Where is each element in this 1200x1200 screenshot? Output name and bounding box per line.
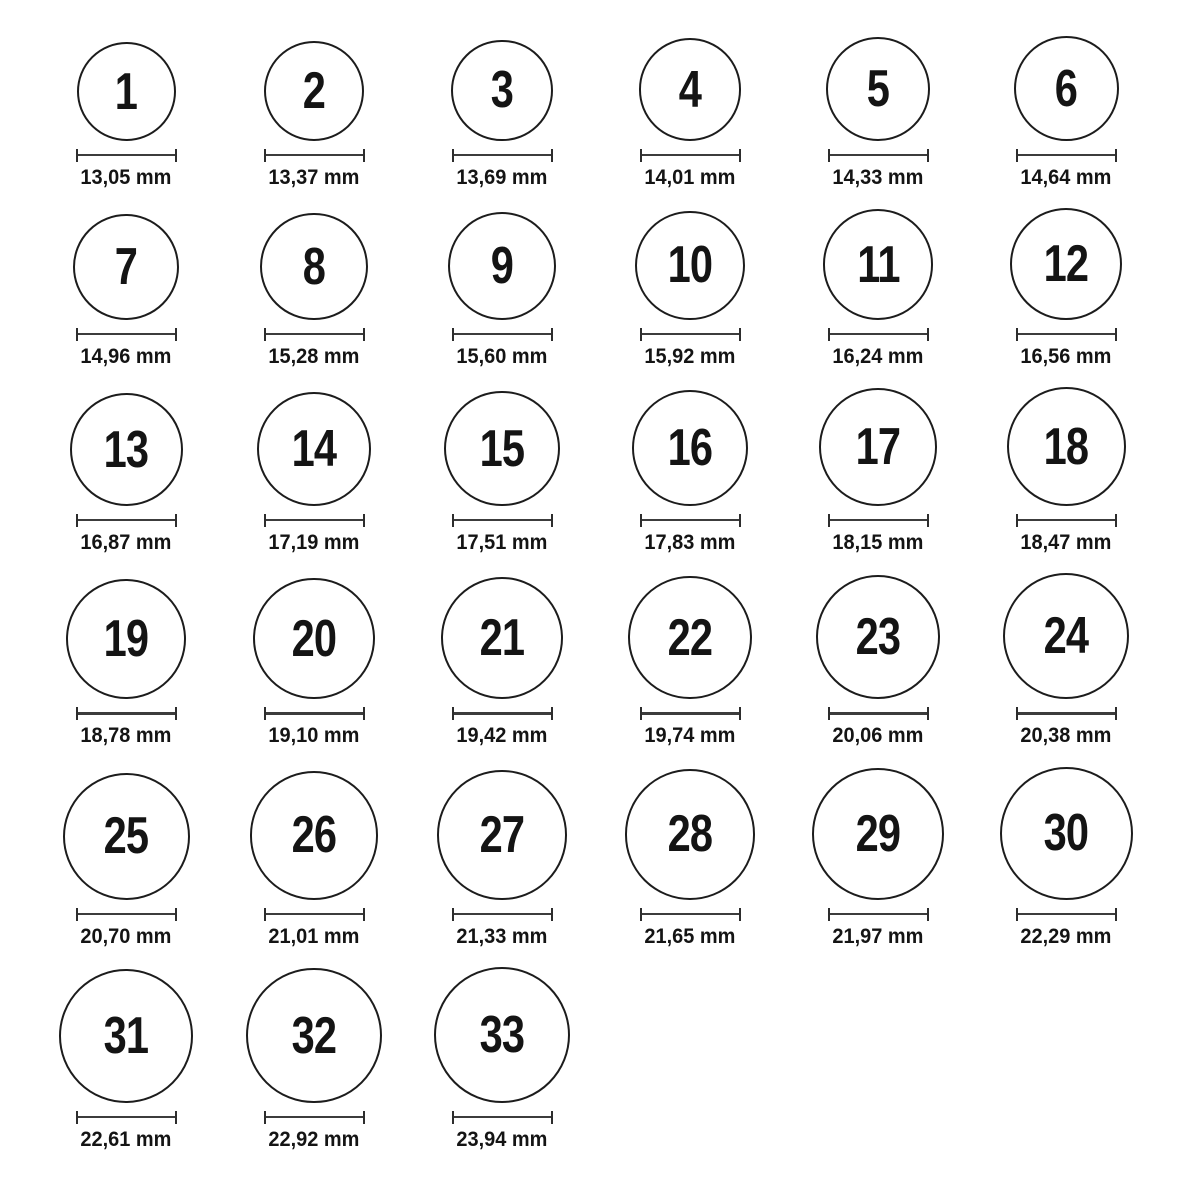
- ring-circle: [635, 211, 745, 321]
- diameter-label-text: 14,33 mm: [832, 166, 924, 189]
- diameter-label: [1018, 531, 1114, 555]
- diameter-label-text: 16,87 mm: [80, 531, 172, 555]
- diameter-label-text: 21,97 mm: [832, 924, 924, 948]
- ring-size-number: 33: [479, 1005, 525, 1064]
- ring-size-item: [32, 579, 220, 748]
- diameter-label-text: 16,24 mm: [832, 345, 924, 369]
- ring-size-number: 1: [114, 62, 138, 121]
- ring-circle: [70, 393, 183, 506]
- ring-size-number: 28: [667, 805, 713, 864]
- ring-circle: [625, 769, 756, 900]
- diameter-label-text: 20,06 mm: [832, 724, 924, 748]
- diameter-measure-line: [452, 328, 553, 341]
- ring-circle: [819, 388, 937, 506]
- diameter-measure-line: [264, 328, 365, 341]
- diameter-label: [454, 925, 550, 949]
- ring-circle: [816, 575, 941, 700]
- diameter-label-text: 19,74 mm: [644, 724, 736, 748]
- diameter-measure-line: [1016, 149, 1117, 162]
- diameter-measure-line: [452, 908, 553, 921]
- ring-circle: [77, 42, 176, 141]
- diameter-measure-line: [828, 707, 929, 720]
- ring-circle: [1014, 36, 1119, 141]
- ring-size-number: 23: [855, 608, 901, 667]
- ring-size-number: 8: [302, 237, 326, 296]
- ring-circle: [823, 209, 934, 320]
- diameter-label: [266, 724, 362, 748]
- diameter-label-text: 20,70 mm: [80, 924, 172, 948]
- diameter-label: [830, 166, 926, 190]
- diameter-measure-line: [76, 1111, 177, 1124]
- diameter-measure-line: [76, 707, 177, 720]
- diameter-label: [78, 1128, 174, 1152]
- ring-size-number: 22: [667, 608, 713, 667]
- diameter-label: [78, 724, 174, 748]
- diameter-label: [1018, 724, 1114, 748]
- ring-circle: [66, 579, 186, 699]
- diameter-label: [454, 1128, 550, 1152]
- diameter-label: [454, 166, 550, 190]
- ring-circle: [444, 391, 559, 506]
- ring-circle: [73, 214, 179, 320]
- ring-size-item: [972, 387, 1160, 555]
- ring-size-item: [32, 42, 220, 190]
- diameter-label: [642, 531, 738, 555]
- ring-size-row: [32, 36, 1160, 190]
- diameter-measure-line: [264, 514, 365, 527]
- diameter-label: [454, 345, 550, 369]
- diameter-measure-line: [640, 707, 741, 720]
- ring-size-number: 7: [114, 238, 138, 297]
- diameter-label-text: 19,10 mm: [268, 724, 360, 748]
- ring-size-item: [408, 967, 596, 1153]
- ring-circle: [434, 967, 570, 1103]
- diameter-label: [830, 345, 926, 369]
- diameter-label-text: 13,05 mm: [80, 166, 172, 189]
- ring-size-item: [220, 771, 408, 948]
- diameter-measure-line: [76, 514, 177, 527]
- ring-size-number: 21: [479, 609, 525, 668]
- ring-circle: [441, 577, 563, 699]
- ring-size-item: [784, 37, 972, 190]
- diameter-label: [266, 1128, 362, 1152]
- ring-size-item: [32, 214, 220, 369]
- ring-size-item: [408, 770, 596, 949]
- ring-circle: [1010, 208, 1122, 320]
- ring-size-number: 11: [856, 235, 900, 294]
- diameter-measure-line: [76, 149, 177, 162]
- diameter-label: [1018, 925, 1114, 949]
- ring-size-number: 4: [678, 60, 702, 119]
- ring-size-row: [32, 573, 1160, 748]
- diameter-label-text: 14,64 mm: [1020, 166, 1112, 189]
- ring-circle: [437, 770, 566, 899]
- diameter-label: [266, 166, 362, 190]
- ring-size-item: [972, 767, 1160, 949]
- ring-size-number: 30: [1043, 804, 1089, 863]
- ring-size-number: 29: [855, 804, 901, 863]
- diameter-label-text: 15,92 mm: [644, 345, 736, 369]
- ring-circle: [260, 213, 367, 320]
- diameter-label-text: 18,47 mm: [1020, 531, 1112, 555]
- diameter-label: [78, 531, 174, 555]
- diameter-label-text: 13,37 mm: [268, 166, 360, 189]
- ring-size-number: 14: [291, 420, 337, 479]
- diameter-measure-line: [76, 328, 177, 341]
- ring-size-item: [408, 212, 596, 370]
- ring-size-item: [220, 41, 408, 190]
- diameter-label-text: 21,65 mm: [644, 924, 736, 948]
- ring-size-row: [32, 208, 1160, 369]
- ring-size-number: 24: [1043, 607, 1089, 666]
- ring-size-item: [220, 213, 408, 369]
- ring-size-item: [220, 392, 408, 555]
- ring-size-item: [972, 36, 1160, 190]
- diameter-measure-line: [828, 514, 929, 527]
- diameter-measure-line: [264, 707, 365, 720]
- ring-circle: [257, 392, 371, 506]
- ring-size-number: 31: [103, 1007, 149, 1066]
- ring-size-item: [784, 388, 972, 555]
- ring-circle: [451, 40, 552, 141]
- diameter-label-text: 22,92 mm: [268, 1128, 360, 1152]
- diameter-label-text: 22,29 mm: [1020, 924, 1112, 948]
- diameter-label-text: 15,60 mm: [456, 345, 548, 369]
- diameter-measure-line: [264, 1111, 365, 1124]
- ring-size-number: 10: [667, 236, 713, 295]
- ring-size-item: [220, 968, 408, 1152]
- diameter-label-text: 23,94 mm: [456, 1128, 548, 1152]
- diameter-label: [642, 925, 738, 949]
- ring-size-item: [32, 773, 220, 949]
- ring-circle: [1007, 387, 1126, 506]
- ring-size-item: [596, 390, 784, 556]
- ring-circle: [59, 969, 193, 1103]
- diameter-label-text: 18,15 mm: [832, 531, 924, 555]
- diameter-label: [1018, 345, 1114, 369]
- ring-size-item: [972, 573, 1160, 748]
- ring-circle: [448, 212, 556, 320]
- diameter-measure-line: [828, 149, 929, 162]
- diameter-label: [830, 925, 926, 949]
- diameter-measure-line: [264, 149, 365, 162]
- diameter-label: [642, 166, 738, 190]
- diameter-label: [266, 925, 362, 949]
- diameter-label-text: 14,96 mm: [80, 345, 172, 369]
- ring-size-number: 25: [103, 807, 149, 866]
- diameter-measure-line: [640, 328, 741, 341]
- diameter-label: [266, 345, 362, 369]
- diameter-measure-line: [452, 514, 553, 527]
- diameter-label: [266, 531, 362, 555]
- ring-circle: [253, 578, 374, 699]
- ring-size-row: [32, 387, 1160, 555]
- ring-circle: [632, 390, 749, 507]
- diameter-measure-line: [640, 908, 741, 921]
- diameter-label: [642, 345, 738, 369]
- diameter-label-text: 20,38 mm: [1020, 724, 1112, 748]
- diameter-measure-line: [452, 707, 553, 720]
- diameter-label: [454, 531, 550, 555]
- ring-circle: [250, 771, 378, 899]
- ring-size-number: 19: [103, 610, 149, 669]
- diameter-label-text: 21,01 mm: [268, 924, 360, 948]
- ring-size-row: [32, 967, 1160, 1153]
- ring-size-item: [408, 577, 596, 749]
- ring-size-item: [32, 393, 220, 555]
- ring-size-item: [784, 575, 972, 749]
- diameter-label-text: 17,83 mm: [644, 531, 736, 555]
- ring-circle: [264, 41, 364, 141]
- ring-size-item: [32, 969, 220, 1152]
- ring-circle: [826, 37, 930, 141]
- ring-circle: [1003, 573, 1129, 699]
- diameter-label-text: 21,33 mm: [456, 924, 548, 948]
- diameter-label: [78, 925, 174, 949]
- diameter-label: [78, 345, 174, 369]
- diameter-measure-line: [76, 908, 177, 921]
- diameter-measure-line: [1016, 707, 1117, 720]
- ring-size-row: [32, 767, 1160, 949]
- ring-circle: [639, 38, 742, 141]
- diameter-label-text: 22,61 mm: [80, 1128, 172, 1152]
- diameter-label-text: 13,69 mm: [456, 166, 548, 189]
- ring-size-item: [596, 38, 784, 190]
- ring-size-item: [784, 768, 972, 949]
- ring-size-number: 16: [667, 418, 713, 477]
- diameter-measure-line: [640, 149, 741, 162]
- diameter-label: [454, 724, 550, 748]
- ring-size-number: 5: [866, 60, 890, 119]
- diameter-label-text: 17,51 mm: [456, 531, 548, 555]
- ring-size-number: 13: [103, 420, 149, 479]
- ring-size-number: 17: [855, 418, 901, 477]
- ring-size-grid: [32, 36, 1160, 1152]
- ring-size-number: 20: [291, 609, 337, 668]
- diameter-label: [830, 531, 926, 555]
- diameter-measure-line: [452, 1111, 553, 1124]
- ring-circle: [1000, 767, 1133, 900]
- ring-size-number: 9: [490, 236, 514, 295]
- diameter-label: [78, 166, 174, 190]
- diameter-measure-line: [264, 908, 365, 921]
- ring-size-number: 27: [479, 805, 525, 864]
- ring-circle: [628, 576, 752, 700]
- diameter-measure-line: [828, 328, 929, 341]
- ring-size-number: 26: [291, 806, 337, 865]
- ring-size-number: 12: [1043, 235, 1089, 294]
- ring-size-number: 15: [479, 419, 525, 478]
- diameter-measure-line: [1016, 514, 1117, 527]
- ring-circle: [812, 768, 944, 900]
- diameter-label: [1018, 166, 1114, 190]
- diameter-measure-line: [828, 908, 929, 921]
- ring-size-item: [596, 769, 784, 949]
- ring-circle: [63, 773, 190, 900]
- diameter-label-text: 16,56 mm: [1020, 345, 1112, 369]
- ring-size-item: [220, 578, 408, 748]
- ring-size-number: 3: [490, 61, 514, 120]
- ring-size-item: [972, 208, 1160, 369]
- diameter-label: [830, 724, 926, 748]
- diameter-measure-line: [452, 149, 553, 162]
- ring-size-number: 18: [1043, 417, 1089, 476]
- diameter-label-text: 17,19 mm: [268, 531, 360, 555]
- ring-size-number: 2: [302, 61, 326, 120]
- ring-size-item: [596, 576, 784, 749]
- ring-size-item: [408, 40, 596, 191]
- diameter-measure-line: [1016, 328, 1117, 341]
- diameter-label-text: 19,42 mm: [456, 724, 548, 748]
- diameter-measure-line: [1016, 908, 1117, 921]
- ring-size-item: [784, 209, 972, 369]
- diameter-label-text: 14,01 mm: [644, 166, 736, 189]
- ring-circle: [246, 968, 381, 1103]
- ring-size-number: 32: [291, 1006, 337, 1065]
- diameter-label-text: 18,78 mm: [80, 724, 172, 748]
- ring-size-item: [596, 211, 784, 370]
- diameter-label-text: 15,28 mm: [268, 345, 360, 369]
- diameter-label: [642, 724, 738, 748]
- diameter-measure-line: [640, 514, 741, 527]
- ring-size-item: [408, 391, 596, 556]
- ring-size-number: 6: [1054, 59, 1078, 118]
